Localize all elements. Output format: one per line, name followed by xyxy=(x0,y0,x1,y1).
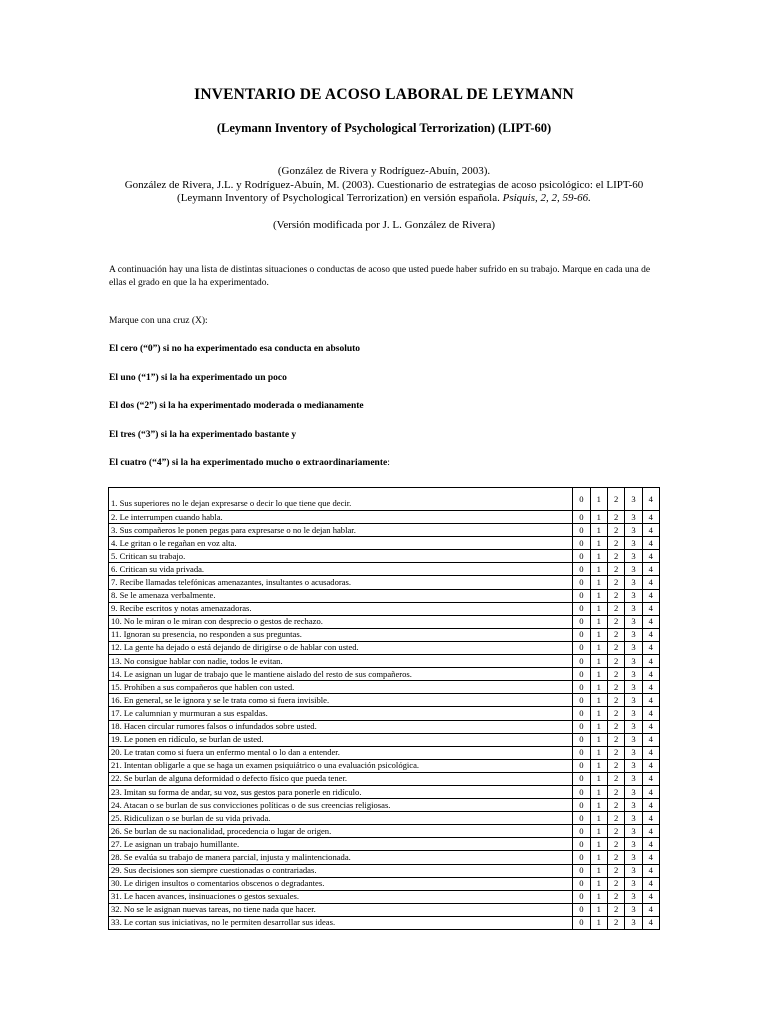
table-row xyxy=(109,890,660,903)
rating-cell-2[interactable]: 2 xyxy=(607,589,624,602)
rating-cell-2[interactable]: 2 xyxy=(607,524,624,537)
rating-cell-3[interactable]: 3 xyxy=(625,851,642,864)
rating-cell-1[interactable]: 1 xyxy=(590,488,607,511)
scale-option-2: El dos (“2”) si la ha experimentado moderada o medianamente xyxy=(109,401,364,411)
rating-cell-2[interactable]: 2 xyxy=(607,628,624,641)
rating-cell-2[interactable]: 2 xyxy=(607,864,624,877)
rating-cell-4[interactable]: 4 xyxy=(642,759,659,772)
rating-cell-0[interactable]: 0 xyxy=(573,668,590,681)
mark-instruction: Marque con una cruz (X): xyxy=(109,316,208,326)
rating-cell-4[interactable]: 4 xyxy=(642,550,659,563)
rating-cell-2[interactable]: 2 xyxy=(607,851,624,864)
rating-cell-4[interactable]: 4 xyxy=(642,890,659,903)
table-row xyxy=(109,785,660,798)
rating-cell-4[interactable]: 4 xyxy=(642,602,659,615)
rating-cell-3[interactable]: 3 xyxy=(625,733,642,746)
table-row xyxy=(109,799,660,812)
rating-cell-2[interactable]: 2 xyxy=(607,511,624,524)
rating-cell-2[interactable]: 2 xyxy=(607,550,624,563)
item-text: 27. Le asignan un trabajo humillante. xyxy=(109,838,573,851)
table-row xyxy=(109,707,660,720)
rating-cell-1[interactable]: 1 xyxy=(590,746,607,759)
rating-cell-3[interactable]: 3 xyxy=(625,550,642,563)
rating-cell-4[interactable]: 4 xyxy=(642,903,659,916)
table-row xyxy=(109,550,660,563)
rating-cell-0[interactable]: 0 xyxy=(573,864,590,877)
rating-cell-0[interactable]: 0 xyxy=(573,759,590,772)
rating-cell-1[interactable]: 1 xyxy=(590,681,607,694)
item-text: 23. Imitan su forma de andar, su voz, sus gestos para ponerle en ridículo. xyxy=(109,785,573,798)
rating-cell-4[interactable]: 4 xyxy=(642,641,659,654)
rating-cell-0[interactable]: 0 xyxy=(573,799,590,812)
scale-option-0: El cero (“0”) si no ha experimentado esa conducta en absoluto xyxy=(109,344,361,354)
rating-cell-0[interactable]: 0 xyxy=(573,524,590,537)
rating-cell-1[interactable]: 1 xyxy=(590,759,607,772)
rating-cell-4[interactable]: 4 xyxy=(642,589,659,602)
rating-cell-3[interactable]: 3 xyxy=(625,511,642,524)
rating-cell-3[interactable]: 3 xyxy=(625,812,642,825)
item-text: 20. Le tratan como si fuera un enfermo mental o lo dan a entender. xyxy=(109,746,573,759)
rating-cell-0[interactable]: 0 xyxy=(573,838,590,851)
item-text: 29. Sus decisiones son siempre cuestionadas o contrariadas. xyxy=(109,864,573,877)
rating-cell-2[interactable]: 2 xyxy=(607,812,624,825)
item-text: 8. Se le amenaza verbalmente. xyxy=(109,589,573,602)
rating-cell-3[interactable]: 3 xyxy=(625,746,642,759)
document-subtitle: (Leymann Inventory of Psychological Terrorization) (LIPT-60) xyxy=(216,121,552,135)
rating-cell-2[interactable]: 2 xyxy=(607,615,624,628)
rating-cell-0[interactable]: 0 xyxy=(573,916,590,929)
item-text: 9. Recibe escritos y notas amenazadoras. xyxy=(109,602,573,615)
rating-cell-1[interactable]: 1 xyxy=(590,720,607,733)
item-text: 30. Le dirigen insultos o comentarios obscenos o degradantes. xyxy=(109,877,573,890)
rating-cell-4[interactable]: 4 xyxy=(642,537,659,550)
rating-cell-1[interactable]: 1 xyxy=(590,851,607,864)
rating-cell-0[interactable]: 0 xyxy=(573,785,590,798)
rating-cell-2[interactable]: 2 xyxy=(607,877,624,890)
item-text: 33. Le cortan sus iniciativas, no le permiten desarrollar sus ideas. xyxy=(109,916,573,929)
rating-cell-2[interactable]: 2 xyxy=(607,563,624,576)
rating-cell-3[interactable]: 3 xyxy=(625,615,642,628)
rating-cell-0[interactable]: 0 xyxy=(573,615,590,628)
rating-cell-0[interactable]: 0 xyxy=(573,576,590,589)
table-row xyxy=(109,563,660,576)
table-row xyxy=(109,864,660,877)
table-row xyxy=(109,759,660,772)
rating-cell-1[interactable]: 1 xyxy=(590,668,607,681)
version-note: (Versión modificada por J. L. González de Rivera) xyxy=(272,219,496,231)
rating-cell-1[interactable]: 1 xyxy=(590,877,607,890)
rating-cell-3[interactable]: 3 xyxy=(625,825,642,838)
rating-cell-1[interactable]: 1 xyxy=(590,537,607,550)
rating-cell-4[interactable]: 4 xyxy=(642,746,659,759)
rating-cell-1[interactable]: 1 xyxy=(590,615,607,628)
rating-cell-3[interactable]: 3 xyxy=(625,707,642,720)
rating-cell-4[interactable]: 4 xyxy=(642,812,659,825)
rating-cell-2[interactable]: 2 xyxy=(607,694,624,707)
table-row xyxy=(109,488,660,511)
rating-cell-4[interactable]: 4 xyxy=(642,681,659,694)
item-text: 21. Intentan obligarle a que se haga un examen psiquiátrico o una evaluación psicológica. xyxy=(109,759,573,772)
rating-cell-4[interactable]: 4 xyxy=(642,576,659,589)
rating-cell-3[interactable]: 3 xyxy=(625,903,642,916)
table-row xyxy=(109,576,660,589)
rating-cell-3[interactable]: 3 xyxy=(625,785,642,798)
rating-cell-0[interactable]: 0 xyxy=(573,812,590,825)
rating-cell-3[interactable]: 3 xyxy=(625,602,642,615)
rating-cell-4[interactable]: 4 xyxy=(642,668,659,681)
table-row xyxy=(109,851,660,864)
item-text: 28. Se evalúa su trabajo de manera parcial, injusta y malintencionada. xyxy=(109,851,573,864)
citation-journal: Psiquis, 2, 2, 59-66. xyxy=(502,192,591,204)
rating-cell-1[interactable]: 1 xyxy=(590,563,607,576)
item-text: 17. Le calumnian y murmuran a sus espaldas. xyxy=(109,707,573,720)
item-text: 16. En general, se le ignora y se le trata como si fuera invisible. xyxy=(109,694,573,707)
table-row xyxy=(109,694,660,707)
rating-cell-2[interactable]: 2 xyxy=(607,838,624,851)
table-row xyxy=(109,537,660,550)
table-row xyxy=(109,681,660,694)
rating-cell-0[interactable]: 0 xyxy=(573,602,590,615)
rating-cell-4[interactable]: 4 xyxy=(642,851,659,864)
rating-cell-3[interactable]: 3 xyxy=(625,759,642,772)
item-text: 24. Atacan o se burlan de sus convicciones políticas o de sus creencias religiosas. xyxy=(109,799,573,812)
scale-option-4-colon: : xyxy=(387,458,390,468)
rating-cell-4[interactable]: 4 xyxy=(642,720,659,733)
rating-cell-1[interactable]: 1 xyxy=(590,733,607,746)
rating-cell-3[interactable]: 3 xyxy=(625,563,642,576)
rating-cell-4[interactable]: 4 xyxy=(642,733,659,746)
rating-cell-0[interactable]: 0 xyxy=(573,628,590,641)
table-row xyxy=(109,511,660,524)
scale-option-4 xyxy=(109,458,390,468)
rating-cell-3[interactable]: 3 xyxy=(625,589,642,602)
rating-cell-0[interactable]: 0 xyxy=(573,707,590,720)
table-row xyxy=(109,916,660,929)
rating-cell-2[interactable]: 2 xyxy=(607,890,624,903)
rating-cell-4[interactable]: 4 xyxy=(642,785,659,798)
rating-cell-3[interactable]: 3 xyxy=(625,681,642,694)
rating-cell-1[interactable]: 1 xyxy=(590,812,607,825)
rating-cell-1[interactable]: 1 xyxy=(590,916,607,929)
rating-cell-1[interactable]: 1 xyxy=(590,589,607,602)
rating-cell-3[interactable]: 3 xyxy=(625,916,642,929)
table-row xyxy=(109,772,660,785)
rating-cell-4[interactable]: 4 xyxy=(642,707,659,720)
rating-cell-1[interactable]: 1 xyxy=(590,772,607,785)
rating-cell-2[interactable]: 2 xyxy=(607,746,624,759)
rating-cell-2[interactable]: 2 xyxy=(607,602,624,615)
rating-cell-4[interactable]: 4 xyxy=(642,488,659,511)
rating-cell-2[interactable]: 2 xyxy=(607,681,624,694)
rating-cell-0[interactable]: 0 xyxy=(573,890,590,903)
table-row xyxy=(109,838,660,851)
rating-cell-0[interactable]: 0 xyxy=(573,694,590,707)
rating-cell-2[interactable]: 2 xyxy=(607,488,624,511)
rating-cell-0[interactable]: 0 xyxy=(573,537,590,550)
rating-cell-4[interactable]: 4 xyxy=(642,628,659,641)
table-row xyxy=(109,615,660,628)
rating-cell-3[interactable]: 3 xyxy=(625,655,642,668)
rating-cell-0[interactable]: 0 xyxy=(573,746,590,759)
rating-cell-4[interactable]: 4 xyxy=(642,877,659,890)
rating-cell-3[interactable]: 3 xyxy=(625,488,642,511)
rating-cell-4[interactable]: 4 xyxy=(642,615,659,628)
rating-cell-0[interactable]: 0 xyxy=(573,681,590,694)
item-text: 18. Hacen circular rumores falsos o infundados sobre usted. xyxy=(109,720,573,733)
item-text: 2. Le interrumpen cuando habla. xyxy=(109,511,573,524)
item-text: 1. Sus superiores no le dejan expresarse o decir lo que tiene que decir. xyxy=(109,488,573,511)
rating-cell-4[interactable]: 4 xyxy=(642,772,659,785)
rating-cell-2[interactable]: 2 xyxy=(607,641,624,654)
table-row xyxy=(109,668,660,681)
item-text: 3. Sus compañeros le ponen pegas para expresarse o no le dejan hablar. xyxy=(109,524,573,537)
rating-cell-1[interactable]: 1 xyxy=(590,694,607,707)
rating-cell-3[interactable]: 3 xyxy=(625,877,642,890)
rating-cell-2[interactable]: 2 xyxy=(607,785,624,798)
citation-line-2: González de Rivera, J.L. y Rodríguez-Abuín, M. (2003). Cuestionario de estrategias de acoso psicológico: el LIPT-60 xyxy=(124,179,644,191)
scale-option-3: El tres (“3”) si la ha experimentado bastante y xyxy=(109,430,297,440)
rating-cell-1[interactable]: 1 xyxy=(590,785,607,798)
rating-cell-3[interactable]: 3 xyxy=(625,864,642,877)
rating-cell-0[interactable]: 0 xyxy=(573,772,590,785)
rating-cell-3[interactable]: 3 xyxy=(625,537,642,550)
rating-cell-1[interactable]: 1 xyxy=(590,524,607,537)
rating-cell-0[interactable]: 0 xyxy=(573,655,590,668)
item-text: 4. Le gritan o le regañan en voz alta. xyxy=(109,537,573,550)
rating-cell-0[interactable]: 0 xyxy=(573,488,590,511)
rating-cell-0[interactable]: 0 xyxy=(573,825,590,838)
rating-cell-1[interactable]: 1 xyxy=(590,655,607,668)
rating-cell-0[interactable]: 0 xyxy=(573,589,590,602)
citation-line-1: (González de Rivera y Rodríguez-Abuín, 2003). xyxy=(277,165,491,177)
table-row xyxy=(109,655,660,668)
rating-cell-1[interactable]: 1 xyxy=(590,903,607,916)
rating-cell-2[interactable]: 2 xyxy=(607,655,624,668)
item-text: 31. Le hacen avances, insinuaciones o gestos sexuales. xyxy=(109,890,573,903)
rating-cell-1[interactable]: 1 xyxy=(590,550,607,563)
inventory-table-body xyxy=(109,488,660,930)
rating-cell-2[interactable]: 2 xyxy=(607,668,624,681)
item-text: 26. Se burlan de su nacionalidad, procedencia o lugar de origen. xyxy=(109,825,573,838)
table-row xyxy=(109,524,660,537)
rating-cell-4[interactable]: 4 xyxy=(642,655,659,668)
rating-cell-3[interactable]: 3 xyxy=(625,641,642,654)
item-text: 22. Se burlan de alguna deformidad o defecto físico que pueda tener. xyxy=(109,772,573,785)
rating-cell-2[interactable]: 2 xyxy=(607,707,624,720)
rating-cell-3[interactable]: 3 xyxy=(625,694,642,707)
item-text: 5. Critican su trabajo. xyxy=(109,550,573,563)
item-text: 32. No se le asignan nuevas tareas, no tiene nada que hacer. xyxy=(109,903,573,916)
rating-cell-3[interactable]: 3 xyxy=(625,799,642,812)
rating-cell-2[interactable]: 2 xyxy=(607,576,624,589)
rating-cell-2[interactable]: 2 xyxy=(607,799,624,812)
rating-cell-0[interactable]: 0 xyxy=(573,903,590,916)
inventory-table xyxy=(108,487,660,930)
table-row xyxy=(109,720,660,733)
table-row xyxy=(109,812,660,825)
rating-cell-1[interactable]: 1 xyxy=(590,628,607,641)
rating-cell-3[interactable]: 3 xyxy=(625,890,642,903)
rating-cell-0[interactable]: 0 xyxy=(573,733,590,746)
scale-option-1: El uno (“1”) si la ha experimentado un poco xyxy=(109,373,287,383)
rating-cell-1[interactable]: 1 xyxy=(590,890,607,903)
rating-cell-0[interactable]: 0 xyxy=(573,563,590,576)
citation-line-3 xyxy=(100,191,668,205)
rating-cell-4[interactable]: 4 xyxy=(642,524,659,537)
rating-cell-4[interactable]: 4 xyxy=(642,838,659,851)
rating-cell-2[interactable]: 2 xyxy=(607,720,624,733)
item-text: 10. No le miran o le miran con desprecio o gestos de rechazo. xyxy=(109,615,573,628)
rating-cell-0[interactable]: 0 xyxy=(573,550,590,563)
rating-cell-4[interactable]: 4 xyxy=(642,694,659,707)
table-row xyxy=(109,877,660,890)
table-row xyxy=(109,903,660,916)
item-text: 14. Le asignan un lugar de trabajo que le mantiene aislado del resto de sus compañeros. xyxy=(109,668,573,681)
rating-cell-1[interactable]: 1 xyxy=(590,707,607,720)
rating-cell-3[interactable]: 3 xyxy=(625,576,642,589)
rating-cell-0[interactable]: 0 xyxy=(573,641,590,654)
table-row xyxy=(109,641,660,654)
item-text: 7. Recibe llamadas telefónicas amenazantes, insultantes o acusadoras. xyxy=(109,576,573,589)
citation-line-3-text: (Leymann Inventory of Psychological Terrorization) en versión española. xyxy=(177,192,500,204)
rating-cell-2[interactable]: 2 xyxy=(607,825,624,838)
table-row xyxy=(109,746,660,759)
rating-cell-3[interactable]: 3 xyxy=(625,628,642,641)
rating-cell-2[interactable]: 2 xyxy=(607,903,624,916)
rating-cell-4[interactable]: 4 xyxy=(642,511,659,524)
table-row xyxy=(109,733,660,746)
rating-cell-4[interactable]: 4 xyxy=(642,563,659,576)
rating-cell-4[interactable]: 4 xyxy=(642,825,659,838)
scale-option-4-text: El cuatro (“4”) si la ha experimentado mucho o extraordinariamente xyxy=(109,458,388,468)
rating-cell-0[interactable]: 0 xyxy=(573,511,590,524)
rating-cell-2[interactable]: 2 xyxy=(607,759,624,772)
rating-cell-3[interactable]: 3 xyxy=(625,720,642,733)
instructions-paragraph: A continuación hay una lista de distintas situaciones o conductas de acoso que usted puede haber sufrido en su trabajo. Marque en cada una de ellas el grado en que la ha experimentado. xyxy=(109,265,651,288)
item-text: 19. Le ponen en ridículo, se burlan de usted. xyxy=(109,733,573,746)
item-text: 11. Ignoran su presencia, no responden a sus preguntas. xyxy=(109,628,573,641)
table-row xyxy=(109,589,660,602)
rating-cell-3[interactable]: 3 xyxy=(625,668,642,681)
rating-cell-3[interactable]: 3 xyxy=(625,524,642,537)
rating-cell-1[interactable]: 1 xyxy=(590,641,607,654)
item-text: 13. No consigue hablar con nadie, todos le evitan. xyxy=(109,655,573,668)
rating-cell-4[interactable]: 4 xyxy=(642,799,659,812)
item-text: 12. La gente ha dejado o está dejando de dirigirse o de hablar con usted. xyxy=(109,641,573,654)
rating-cell-1[interactable]: 1 xyxy=(590,511,607,524)
item-text: 6. Critican su vida privada. xyxy=(109,563,573,576)
rating-cell-2[interactable]: 2 xyxy=(607,733,624,746)
rating-cell-0[interactable]: 0 xyxy=(573,851,590,864)
rating-cell-4[interactable]: 4 xyxy=(642,916,659,929)
rating-cell-2[interactable]: 2 xyxy=(607,537,624,550)
table-row xyxy=(109,602,660,615)
rating-cell-1[interactable]: 1 xyxy=(590,799,607,812)
rating-cell-1[interactable]: 1 xyxy=(590,602,607,615)
rating-cell-0[interactable]: 0 xyxy=(573,877,590,890)
rating-cell-1[interactable]: 1 xyxy=(590,825,607,838)
rating-cell-1[interactable]: 1 xyxy=(590,576,607,589)
rating-cell-2[interactable]: 2 xyxy=(607,916,624,929)
rating-cell-4[interactable]: 4 xyxy=(642,864,659,877)
rating-cell-1[interactable]: 1 xyxy=(590,864,607,877)
table-row xyxy=(109,628,660,641)
document-title: INVENTARIO DE ACOSO LABORAL DE LEYMANN xyxy=(194,86,574,103)
rating-cell-1[interactable]: 1 xyxy=(590,838,607,851)
rating-cell-2[interactable]: 2 xyxy=(607,772,624,785)
rating-cell-0[interactable]: 0 xyxy=(573,720,590,733)
item-text: 25. Ridiculizan o se burlan de su vida privada. xyxy=(109,812,573,825)
table-row xyxy=(109,825,660,838)
item-text: 15. Prohíben a sus compañeros que hablen con usted. xyxy=(109,681,573,694)
rating-cell-3[interactable]: 3 xyxy=(625,838,642,851)
rating-cell-3[interactable]: 3 xyxy=(625,772,642,785)
